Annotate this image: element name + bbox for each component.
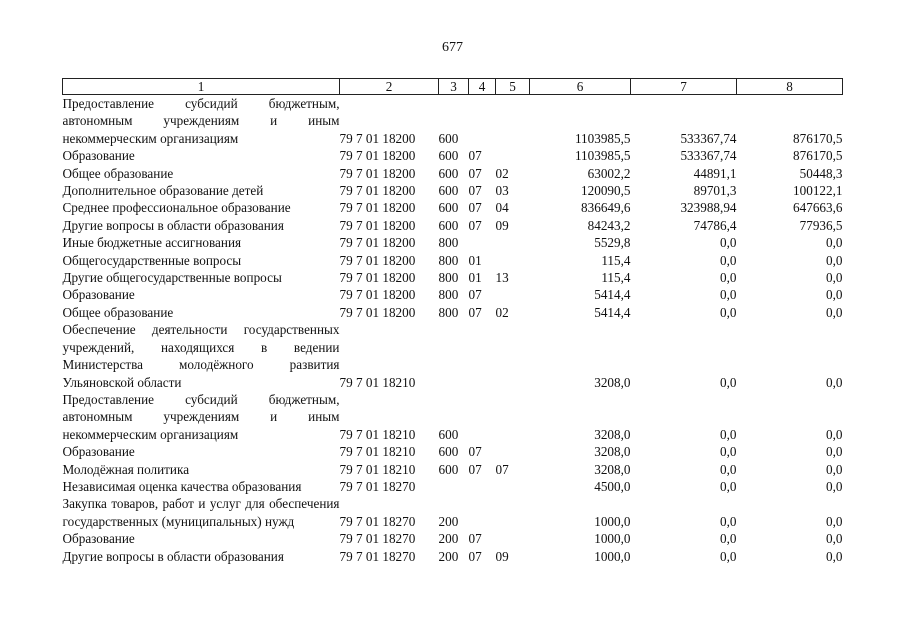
row-target-article: 79 7 01 18200: [339, 130, 416, 146]
row-amount-col8: 100122,1: [793, 183, 843, 199]
row-section: [469, 234, 496, 251]
row-target-article: 79 7 01 18210: [339, 426, 416, 442]
row-amount-col6: 115,4: [601, 270, 631, 286]
row-target-article: 79 7 01 18200: [339, 165, 416, 181]
row-name: Общегосударственные вопросы: [62, 252, 242, 268]
row-subsection: [496, 95, 530, 148]
row-subsection: [496, 495, 530, 530]
row-amount-col7: 0,0: [720, 374, 737, 390]
row-section: [469, 321, 496, 391]
row-amount-col6: 120090,5: [581, 183, 631, 199]
row-amount-col8: 0,0: [826, 426, 843, 442]
column-header-2: 2: [340, 79, 439, 95]
row-amount-col6: 5414,4: [594, 304, 631, 320]
row-amount-col6: 5414,4: [594, 287, 631, 303]
row-amount-col8: 0,0: [826, 304, 843, 320]
row-amount-col6: 5529,8: [594, 235, 631, 251]
table-row: [63, 495, 843, 530]
row-subsection: 03: [495, 183, 509, 199]
row-amount-col8: 0,0: [826, 548, 843, 564]
row-amount-col7: 0,0: [720, 444, 737, 460]
row-target-article: 79 7 01 18270: [339, 478, 416, 494]
page-number: 677: [442, 40, 463, 55]
row-target-article: 79 7 01 18200: [339, 270, 416, 286]
row-amount-col8: 0,0: [826, 235, 843, 251]
column-header-3: 3: [439, 79, 469, 95]
header-row: [63, 79, 843, 95]
row-expense-type: [439, 478, 469, 495]
row-name: Иные бюджетные ассигнования: [62, 235, 242, 251]
row-name: Дополнительное образование детей: [62, 183, 264, 199]
table-row: [63, 95, 843, 148]
row-name: Закупка товаров, работ и услуг для обеспечения государственных (муниципальных) нужд: [62, 496, 340, 529]
row-amount-col8: 876170,5: [793, 130, 843, 146]
row-section: 01: [468, 252, 482, 268]
row-amount-col8: 0,0: [826, 531, 843, 547]
row-expense-type: 800: [438, 304, 459, 320]
row-amount-col7: 89701,3: [693, 183, 737, 199]
row-expense-type: 800: [438, 252, 459, 268]
row-amount-col6: 1000,0: [594, 513, 631, 529]
row-section: 07: [468, 444, 482, 460]
column-header-7: 7: [631, 79, 737, 95]
row-section: 07: [468, 165, 482, 181]
row-amount-col8: 77936,5: [799, 217, 843, 233]
row-amount-col6: 3208,0: [594, 444, 631, 460]
row-amount-col6: 63002,2: [587, 165, 631, 181]
column-header-8: 8: [737, 79, 843, 95]
row-target-article: 79 7 01 18200: [339, 200, 416, 216]
row-name: Молодёжная политика: [62, 461, 190, 477]
row-subsection: [496, 252, 530, 269]
row-name: Среднее профессиональное образование: [62, 200, 291, 216]
row-amount-col8: 876170,5: [793, 148, 843, 164]
row-section: 07: [468, 200, 482, 216]
table-row: [63, 530, 843, 547]
row-amount-col6: 1103985,5: [574, 130, 631, 146]
table-row: [63, 217, 843, 234]
row-subsection: [496, 530, 530, 547]
row-section: [469, 495, 496, 530]
table-row: [63, 252, 843, 269]
row-amount-col7: 0,0: [720, 235, 737, 251]
row-amount-col8: 0,0: [826, 270, 843, 286]
row-expense-type: 600: [438, 183, 459, 199]
row-expense-type: 600: [438, 148, 459, 164]
row-subsection: [496, 234, 530, 251]
row-expense-type: 600: [438, 461, 459, 477]
row-amount-col8: 0,0: [826, 287, 843, 303]
row-amount-col6: 1103985,5: [574, 148, 631, 164]
row-section: 07: [468, 304, 482, 320]
row-section: 07: [468, 531, 482, 547]
row-name: Образование: [62, 148, 135, 164]
column-header-5: 5: [496, 79, 530, 95]
row-amount-col7: 0,0: [720, 513, 737, 529]
row-section: 07: [468, 287, 482, 303]
row-expense-type: 600: [438, 165, 459, 181]
table-row: [63, 304, 843, 321]
row-expense-type: 200: [438, 548, 459, 564]
table-row: [63, 269, 843, 286]
row-amount-col6: 1000,0: [594, 531, 631, 547]
row-amount-col8: 0,0: [826, 478, 843, 494]
row-target-article: 79 7 01 18200: [339, 252, 416, 268]
row-subsection: 07: [495, 461, 509, 477]
row-amount-col6: 115,4: [601, 252, 631, 268]
row-amount-col6: 1000,0: [594, 548, 631, 564]
row-subsection: 13: [495, 270, 509, 286]
table-body: [63, 95, 843, 565]
row-target-article: 79 7 01 18200: [339, 235, 416, 251]
row-subsection: 09: [495, 217, 509, 233]
row-amount-col8: 0,0: [826, 461, 843, 477]
row-section: 01: [468, 270, 482, 286]
row-amount-col7: 0,0: [720, 531, 737, 547]
row-amount-col7: 0,0: [720, 304, 737, 320]
row-target-article: 79 7 01 18200: [339, 148, 416, 164]
row-section: [469, 478, 496, 495]
row-expense-type: 200: [438, 513, 459, 529]
table-row: [63, 182, 843, 199]
row-amount-col8: 0,0: [826, 374, 843, 390]
row-section: 07: [468, 548, 482, 564]
row-section: 07: [468, 183, 482, 199]
row-section: 07: [468, 217, 482, 233]
row-name: Общее образование: [62, 304, 174, 320]
row-target-article: 79 7 01 18200: [339, 217, 416, 233]
row-name: Другие общегосударственные вопросы: [62, 270, 282, 286]
column-header-4: 4: [469, 79, 496, 95]
row-expense-type: 600: [438, 426, 459, 442]
row-name: Другие вопросы в области образования: [62, 548, 284, 564]
row-expense-type: 800: [438, 287, 459, 303]
table-row: [63, 147, 843, 164]
row-subsection: [496, 443, 530, 460]
row-amount-col7: 0,0: [720, 426, 737, 442]
row-amount-col7: 44891,1: [693, 165, 737, 181]
table-row: [63, 321, 843, 391]
row-amount-col7: 0,0: [720, 270, 737, 286]
row-target-article: 79 7 01 18270: [339, 548, 416, 564]
row-amount-col8: 0,0: [826, 513, 843, 529]
table-row: [63, 548, 843, 565]
row-amount-col7: 0,0: [720, 287, 737, 303]
row-amount-col7: 0,0: [720, 461, 737, 477]
row-amount-col6: 3208,0: [594, 426, 631, 442]
row-subsection: 02: [495, 304, 509, 320]
column-header-1: 1: [63, 79, 340, 95]
row-amount-col7: 0,0: [720, 548, 737, 564]
row-subsection: [496, 147, 530, 164]
row-subsection: 02: [495, 165, 509, 181]
row-expense-type: 600: [438, 130, 459, 146]
row-expense-type: 800: [438, 270, 459, 286]
row-amount-col7: 0,0: [720, 478, 737, 494]
row-expense-type: 600: [438, 217, 459, 233]
table-row: [63, 461, 843, 478]
row-target-article: 79 7 01 18270: [339, 531, 416, 547]
row-amount-col8: 647663,6: [793, 200, 843, 216]
row-name: Общее образование: [62, 165, 174, 181]
row-name: Образование: [62, 531, 135, 547]
row-name: Другие вопросы в области образования: [62, 217, 284, 233]
row-target-article: 79 7 01 18210: [339, 374, 416, 390]
table-row: [63, 391, 843, 443]
table-row: [63, 478, 843, 495]
table-row: [63, 443, 843, 460]
row-target-article: 79 7 01 18270: [339, 513, 416, 529]
row-name: Предоставление субсидий бюджетным, автономным учреждениям и иным некоммерческим организациям: [62, 391, 340, 442]
row-name: Образование: [62, 287, 135, 303]
row-subsection: [496, 321, 530, 391]
row-target-article: 79 7 01 18210: [339, 461, 416, 477]
row-amount-col7: 533367,74: [680, 130, 737, 146]
row-section: 07: [468, 148, 482, 164]
row-name: Обеспечение деятельности государственных учреждений, находящихся в ведении Министерства молодёжного развития Ульяновской области: [62, 322, 340, 390]
table-row: [63, 234, 843, 251]
row-expense-type: 800: [438, 235, 459, 251]
row-amount-col7: 74786,4: [693, 217, 737, 233]
row-target-article: 79 7 01 18210: [339, 444, 416, 460]
row-target-article: 79 7 01 18200: [339, 287, 416, 303]
row-amount-col6: 4500,0: [594, 478, 631, 494]
row-name: Образование: [62, 444, 135, 460]
table-row: [63, 199, 843, 216]
table-row: [63, 286, 843, 303]
row-amount-col6: 3208,0: [594, 374, 631, 390]
row-subsection: 04: [495, 200, 509, 216]
row-expense-type: 600: [438, 200, 459, 216]
budget-table: [62, 78, 843, 565]
row-subsection: [496, 478, 530, 495]
row-amount-col8: 0,0: [826, 252, 843, 268]
row-subsection: 09: [495, 548, 509, 564]
row-target-article: 79 7 01 18200: [339, 183, 416, 199]
row-section: [469, 95, 496, 148]
row-section: 07: [468, 461, 482, 477]
row-amount-col6: 3208,0: [594, 461, 631, 477]
row-name: Предоставление субсидий бюджетным, автономным учреждениям и иным некоммерческим организациям: [62, 96, 340, 146]
table-row: [63, 165, 843, 182]
row-amount-col8: 50448,3: [799, 165, 843, 181]
row-expense-type: 600: [438, 444, 459, 460]
row-subsection: [496, 391, 530, 443]
row-amount-col8: 0,0: [826, 444, 843, 460]
row-amount-col6: 84243,2: [587, 217, 631, 233]
row-expense-type: [439, 321, 469, 391]
row-amount-col7: 323988,94: [680, 200, 737, 216]
row-expense-type: 200: [438, 531, 459, 547]
row-subsection: [496, 286, 530, 303]
row-amount-col7: 0,0: [720, 252, 737, 268]
column-header-6: 6: [530, 79, 631, 95]
row-name: Независимая оценка качества образования: [62, 478, 302, 494]
row-amount-col7: 533367,74: [680, 148, 737, 164]
row-amount-col6: 836649,6: [581, 200, 631, 216]
row-target-article: 79 7 01 18200: [339, 304, 416, 320]
row-section: [469, 391, 496, 443]
